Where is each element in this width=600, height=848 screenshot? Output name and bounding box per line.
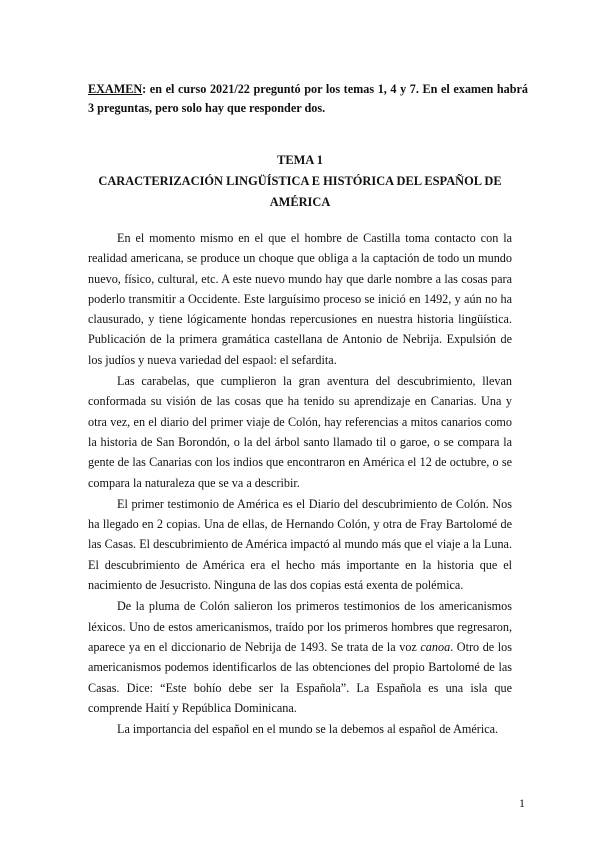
paragraph: En el momento mismo en el que el hombre de Castilla toma contacto con la realidad americana, se produce un choque que obliga a la captación de todo un mundo nuevo, físico, cultural, etc. A este nuevo mundo hay que darle nombre a las cosas para poderlo transmitir a Occidente. Este larguísimo proceso se inició en 1492, y aún no ha clausurado, y tiene lógicamente hondas repercusiones en nuestra historia lingüística. Publicación de la primera gramática castellana de Antonio de Nebrija. Expulsión de los judíos y nueva variedad del espaol: el sefardita. [88, 231, 512, 367]
page-number: 1 [519, 796, 525, 810]
paragraph: La importancia del español en el mundo se la debemos al español de América. [117, 722, 499, 737]
italic-term: canoa [420, 639, 451, 654]
paragraph-text: De la pluma de Colón salieron los primeros testimonios de los americanismos léxicos. Uno de estos americanismos, traído por los primeros hombres que regresaron, aparece ya en el diccionario de Nebrija de 1493. Se trata de la voz [88, 599, 512, 654]
paragraph-text: . Otro de los americanismos podemos identificarlos de las obtenciones del propio Bartolomé de las Casas. Dice: “Este bohío debe ser la Española”. La Española es una isla que comprende Haití y República Dominicana. [88, 639, 512, 715]
topic-heading [88, 150, 512, 213]
paragraph: El primer testimonio de América es el Diario del descubrimiento de Colón. Nos ha llegado en 2 copias. Una de ellas, de Hernando Colón, y otra de Fray Bartolomé de las Casas. El descubrimiento de América impactó al mundo más que el viaje a la Luna. El descubrimiento de América era el hecho más importante en la historia que el nacimiento de Jesucristo. Ninguna de las dos copias está exenta de polémica. [88, 496, 512, 593]
exam-note [88, 80, 528, 118]
paragraph: Las carabelas, que cumplieron la gran aventura del descubrimiento, llevan conformada su visión de las cosas que ha tenido su aprendizaje en Canarias. Una y otra vez, en el diario del primer viaje de Colón, hay referencias a mitos canarios como la historia de San Borondón, o la del árbol santo llamado til o garoe, o se compara la gente de las Canarias con los indios que encontraron en América el 12 de octubre, o se compara la naturaleza que se va a describir. [88, 374, 512, 490]
topic-number: TEMA 1 [277, 153, 323, 167]
topic-title: CARACTERIZACIÓN LINGÜÍSTICA E HISTÓRICA DEL ESPAÑOL DE AMÉRICA [98, 174, 502, 209]
paragraph [88, 596, 512, 718]
exam-note-text: : en el curso 2021/22 preguntó por los temas 1, 4 y 7. En el examen habrá 3 preguntas, pero solo hay que responder dos. [88, 82, 528, 115]
exam-label: EXAMEN [88, 82, 143, 96]
body-text [88, 228, 512, 740]
